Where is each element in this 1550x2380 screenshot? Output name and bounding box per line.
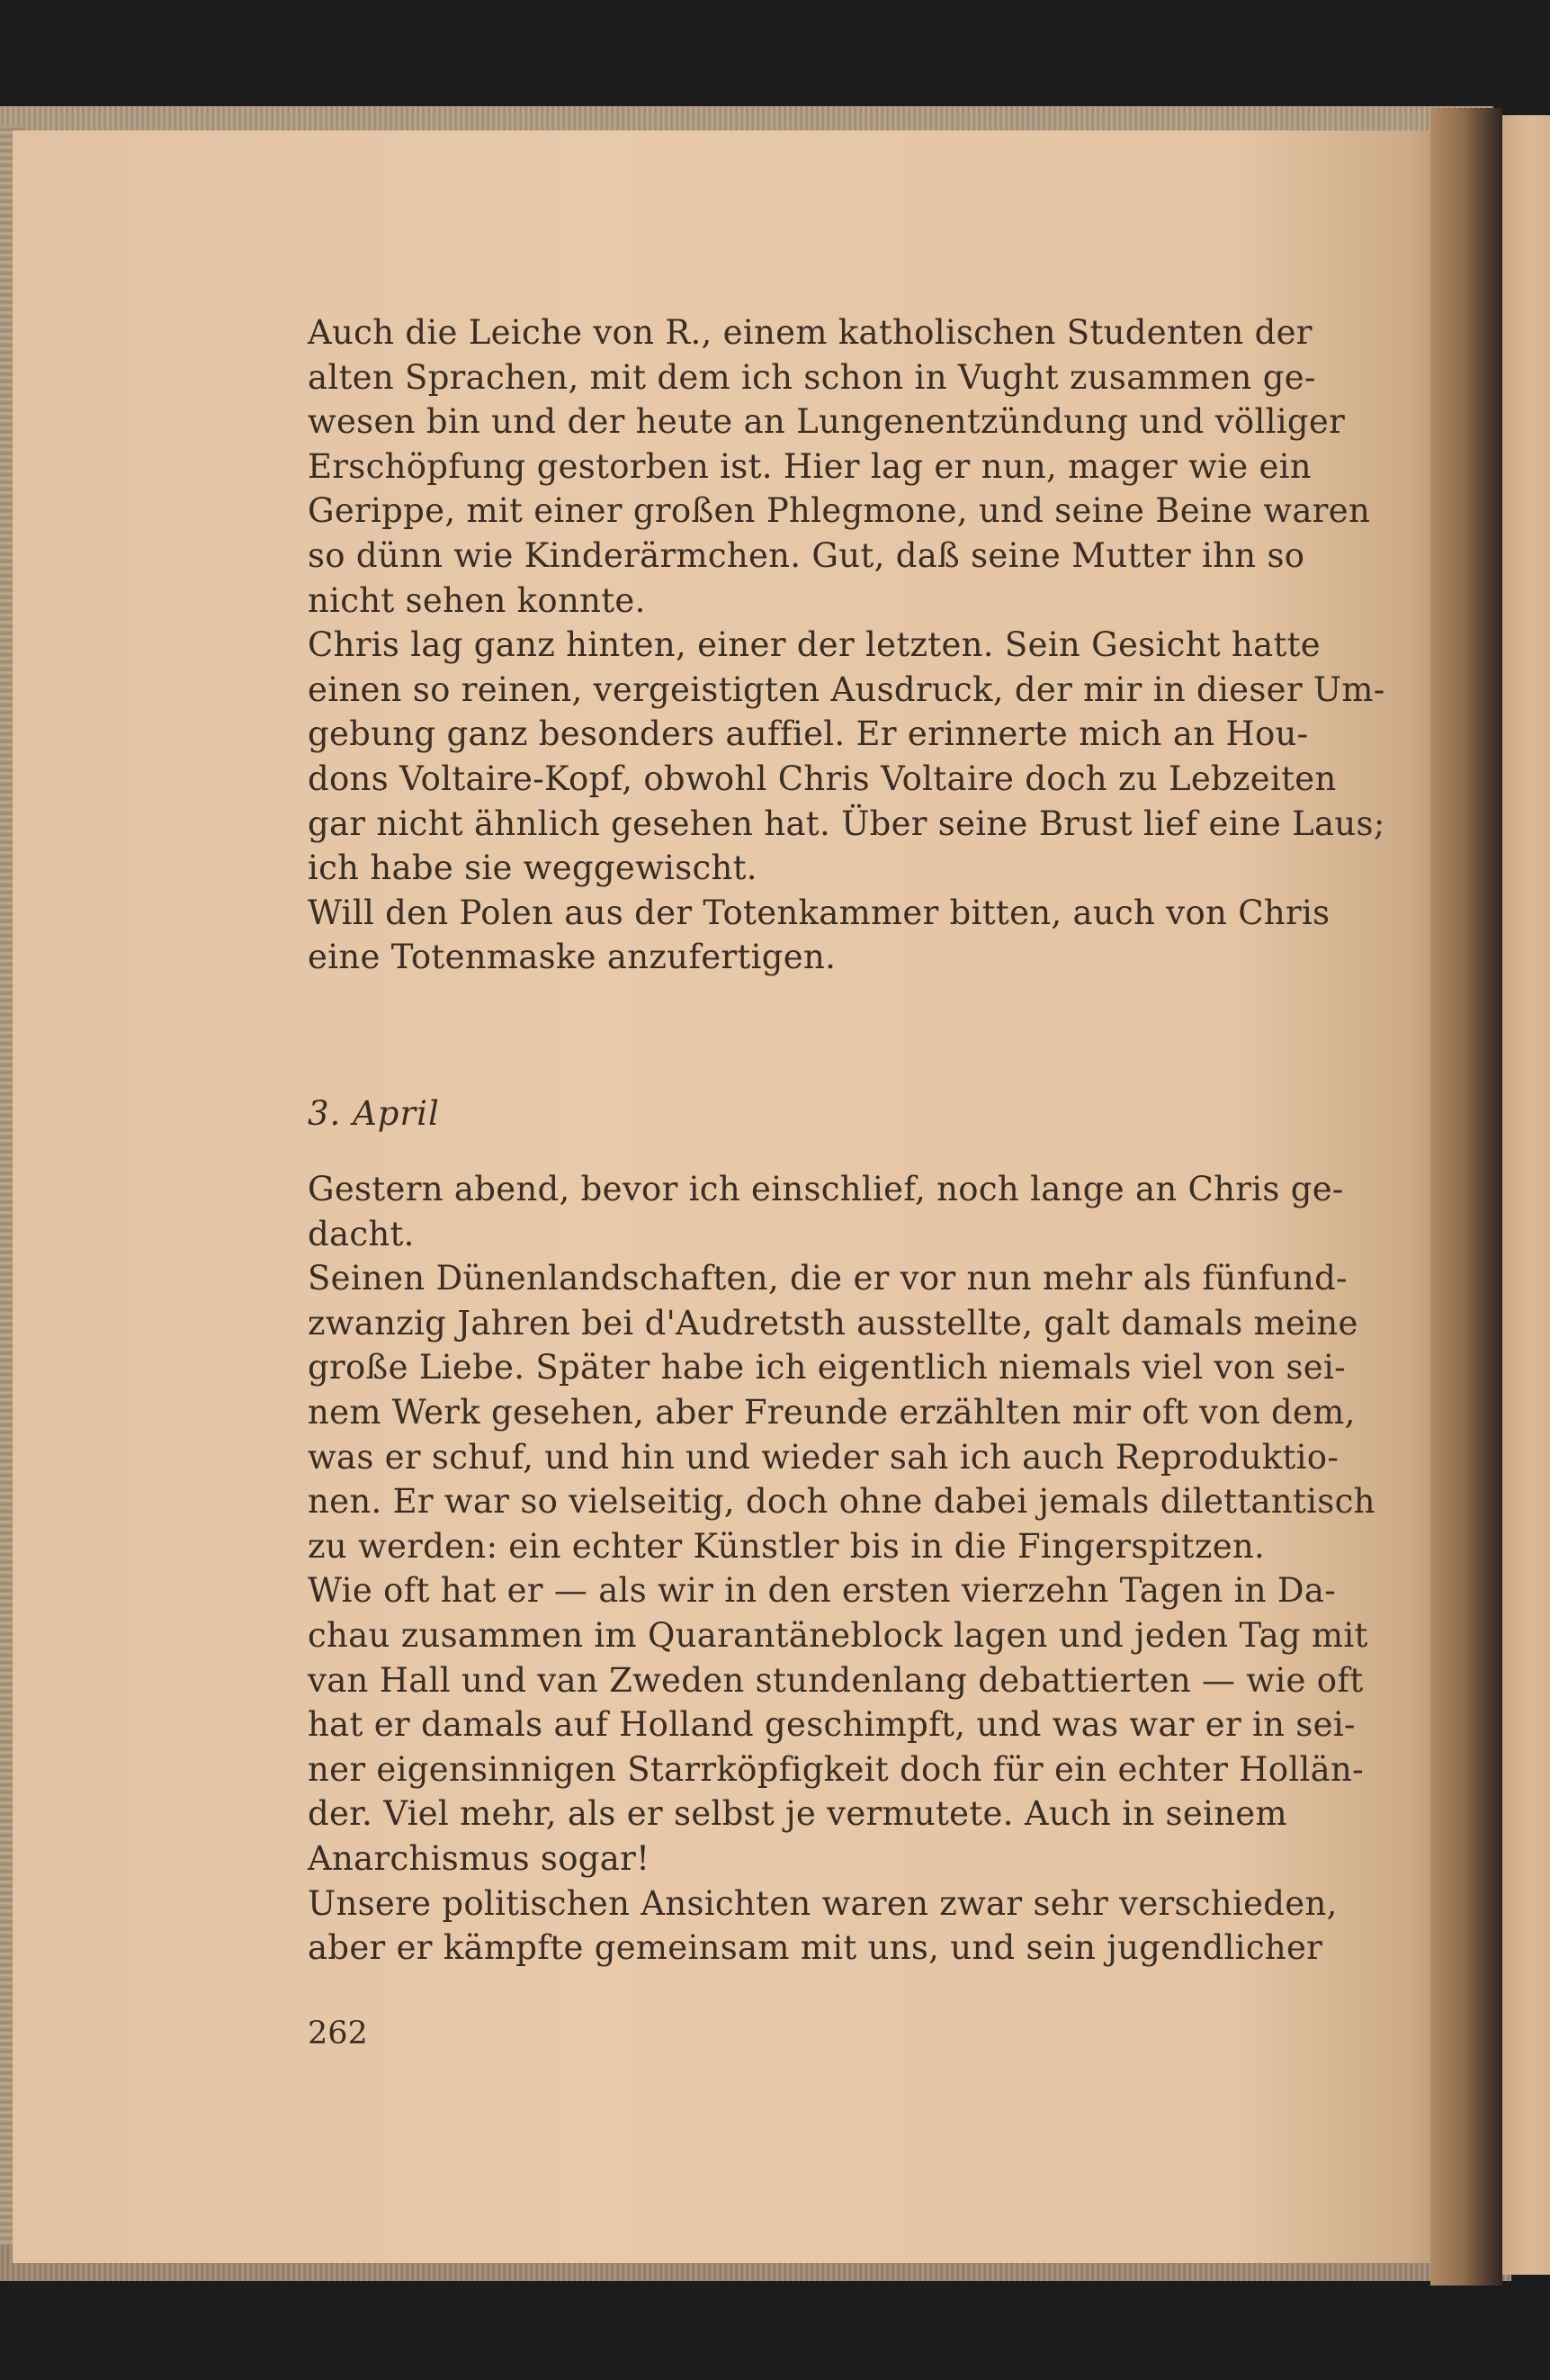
text-line: van Hall und van Zweden stundenlang debattierten — wie oft: [308, 1660, 1364, 1700]
text-line: nicht sehen konnte.: [308, 580, 646, 620]
facing-page-edge: [1498, 115, 1550, 2275]
text-line: was er schuf, und hin und wieder sah ich auch Reproduktio-: [308, 1437, 1339, 1477]
text-line: große Liebe. Später habe ich eigentlich niemals viel von sei-: [308, 1348, 1346, 1388]
text-line: zu werden: ein echter Künstler bis in die Fingerspitzen.: [308, 1526, 1266, 1566]
date-heading: 3. April: [308, 1094, 440, 1133]
text-line: aber er kämpfte gemeinsam mit uns, und sein jugendlicher: [308, 1928, 1323, 1968]
text-line: Gestern abend, bevor ich einschlief, noch lange an Chris ge-: [308, 1170, 1344, 1208]
text-line: so dünn wie Kinderärmchen. Gut, daß seine Mutter ihn so: [308, 535, 1305, 575]
text-line: hat er damals auf Holland geschimpft, und was war er in sei-: [308, 1705, 1356, 1745]
text-line: Anarchismus sogar!: [308, 1838, 650, 1878]
text-line: nen. Er war so vielseitig, doch ohne dabei jemals dilettantisch: [308, 1482, 1375, 1522]
text-line: chau zusammen im Quarantäneblock lagen und jeden Tag mit: [308, 1615, 1368, 1655]
text-line: Chris lag ganz hinten, einer der letzten. Sein Gesicht hatte: [308, 625, 1321, 665]
text-line: ner eigensinnigen Starrköpfigkeit doch für ein echter Hollän-: [308, 1749, 1364, 1789]
text-line: alten Sprachen, mit dem ich schon in Vught zusammen ge-: [308, 357, 1316, 397]
text-line: dons Voltaire-Kopf, obwohl Chris Voltaire doch zu Lebzeiten: [308, 759, 1337, 798]
body-text-bottom: [308, 1167, 1375, 1971]
text-line: gar nicht ähnlich gesehen hat. Über seine Brust lief eine Laus;: [308, 804, 1385, 843]
text-line: eine Totenmaske anzufertigen.: [308, 938, 837, 977]
book-gutter: [1430, 108, 1502, 2286]
text-line: wesen bin und der heute an Lungenentzündung und völliger: [308, 402, 1346, 442]
text-line: Will den Polen aus der Totenkammer bitten, auch von Chris: [308, 893, 1330, 932]
text-line: zwanzig Jahren bei d'Audretsth ausstellte, galt damals meine: [308, 1303, 1358, 1343]
body-text-top: [308, 310, 1385, 980]
text-line: Wie oft hat er — als wir in den ersten vierzehn Tagen in Da-: [308, 1571, 1337, 1611]
text-line: nem Werk gesehen, aber Freunde erzählten mir oft von dem,: [308, 1392, 1356, 1432]
text-line: Auch die Leiche von R., einem katholischen Studenten der: [308, 313, 1313, 352]
text-line: einen so reinen, vergeistigten Ausdruck, der mir in dieser Um-: [308, 669, 1385, 709]
text-line: Erschöpfung gestorben ist. Hier lag er nun, mager wie ein: [308, 446, 1312, 486]
text-line: ich habe sie weggewischt.: [308, 849, 757, 888]
text-line: dacht.: [308, 1214, 415, 1253]
text-line: Unsere politischen Ansichten waren zwar sehr verschieden,: [308, 1883, 1338, 1923]
text-line: gebung ganz besonders auffiel. Er erinnerte mich an Hou-: [308, 714, 1309, 754]
text-line: der. Viel mehr, als er selbst je vermutete. Auch in seinem: [308, 1794, 1287, 1834]
text-line: Seinen Dünenlandschaften, die er vor nun mehr als fünfund-: [308, 1259, 1348, 1298]
page-number: 262: [308, 2016, 368, 2052]
text-line: Gerippe, mit einer großen Phlegmone, und seine Beine waren: [308, 491, 1371, 531]
